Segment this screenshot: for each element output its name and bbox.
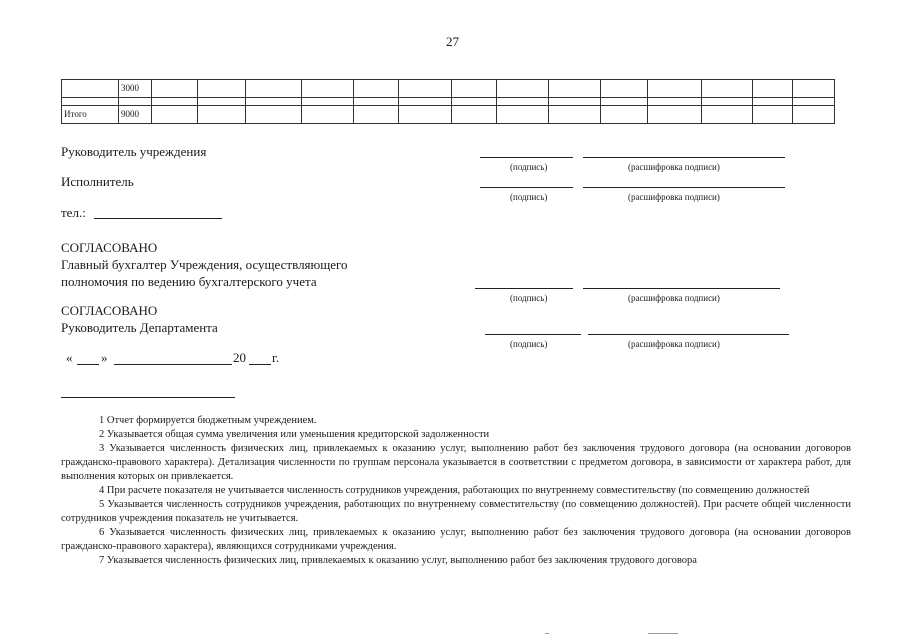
decoding-line bbox=[583, 157, 785, 158]
chief-accountant-label-cont: полномочия по ведению бухгалтерского учета bbox=[61, 274, 317, 289]
signature-line bbox=[480, 157, 573, 158]
table-row bbox=[62, 80, 835, 98]
signature-caption: (подпись) bbox=[510, 192, 548, 202]
year-suffix: г. bbox=[272, 350, 280, 365]
decoding-caption: (расшифровка подписи) bbox=[628, 162, 720, 172]
decoding-caption: (расшифровка подписи) bbox=[628, 293, 720, 303]
data-table bbox=[61, 79, 835, 124]
approval-title: СОГЛАСОВАНО bbox=[61, 303, 158, 318]
page-number: 27 bbox=[446, 34, 459, 49]
table-cell-value: 3000 bbox=[119, 80, 152, 98]
footnotes bbox=[61, 414, 851, 568]
month-line bbox=[114, 364, 232, 365]
date-close-quote: » bbox=[101, 350, 108, 365]
day-line bbox=[77, 364, 99, 365]
footnote-6: 6 Указывается численность физических лиц, привлекаемых к оказанию услуг, выполнению работ без заключения трудового договора (на основании договоров гражданско-правового характера), являющихся сотрудниками учреждения. bbox=[61, 527, 851, 552]
department-head-label: Руководитель Департамента bbox=[61, 320, 218, 335]
decoding-caption: (расшифровка подписи) bbox=[628, 192, 720, 202]
table-cell-label: Итого bbox=[62, 106, 119, 124]
phone-line bbox=[94, 218, 222, 219]
signature-line bbox=[480, 187, 573, 188]
signature-line bbox=[475, 288, 573, 289]
head-of-institution-label: Руководитель учреждения bbox=[61, 144, 207, 159]
table-row-total bbox=[62, 106, 835, 124]
table-cell-value: 9000 bbox=[119, 106, 152, 124]
signature-line bbox=[485, 334, 581, 335]
decoding-line bbox=[588, 334, 789, 335]
date-open-quote: « bbox=[66, 350, 73, 365]
table-cell-value bbox=[119, 98, 152, 106]
approval-title: СОГЛАСОВАНО bbox=[61, 240, 158, 255]
scan-speck bbox=[648, 633, 678, 634]
chief-accountant-label: Главный бухгалтер Учреждения, осуществляющего bbox=[61, 257, 348, 272]
footnote-separator bbox=[61, 397, 235, 398]
footnote-4: 4 При расчете показателя не учитывается численность сотрудников учреждения, работающих по внутреннему совместительству (по совмещению должностей bbox=[99, 485, 810, 496]
footnote-3: 3 Указывается численность физических лиц, привлекаемых к оказанию услуг, выполнению работ без заключения трудового договора (на основании договоров гражданско-правового характера). Детализация численности по группам персонала указывается в соответствии с предметом договора, в зависимости от характера работ, для выполнения которых он привлекается. bbox=[61, 443, 851, 482]
table-cell-label bbox=[62, 98, 119, 106]
phone-label: тел.: bbox=[61, 205, 86, 220]
footnote-2: 2 Указывается общая сумма увеличения или уменьшения кредиторской задолженности bbox=[99, 429, 490, 440]
decoding-caption: (расшифровка подписи) bbox=[628, 339, 720, 349]
decoding-line bbox=[583, 288, 780, 289]
table-cell-label bbox=[62, 80, 119, 98]
signature-caption: (подпись) bbox=[510, 293, 548, 303]
signature-caption: (подпись) bbox=[510, 162, 548, 172]
year-prefix: 20 bbox=[233, 350, 246, 365]
scan-speck bbox=[545, 633, 549, 634]
footnote-5: 5 Указывается численность сотрудников учреждения, работающих по внутреннему совместительству (по совмещению должностей). При расчете общей численности сотрудников учреждения показатель не учитывается. bbox=[61, 499, 851, 524]
executor-label: Исполнитель bbox=[61, 174, 134, 189]
footnote-7: 7 Указывается численность физических лиц, привлекаемых к оказанию услуг, выполнению работ без заключения трудового договора bbox=[99, 555, 697, 566]
signature-caption: (подпись) bbox=[510, 339, 548, 349]
year-line bbox=[249, 364, 271, 365]
table-row bbox=[62, 98, 835, 106]
footnote-1: 1 Отчет формируется бюджетным учреждением. bbox=[99, 415, 317, 426]
decoding-line bbox=[583, 187, 785, 188]
